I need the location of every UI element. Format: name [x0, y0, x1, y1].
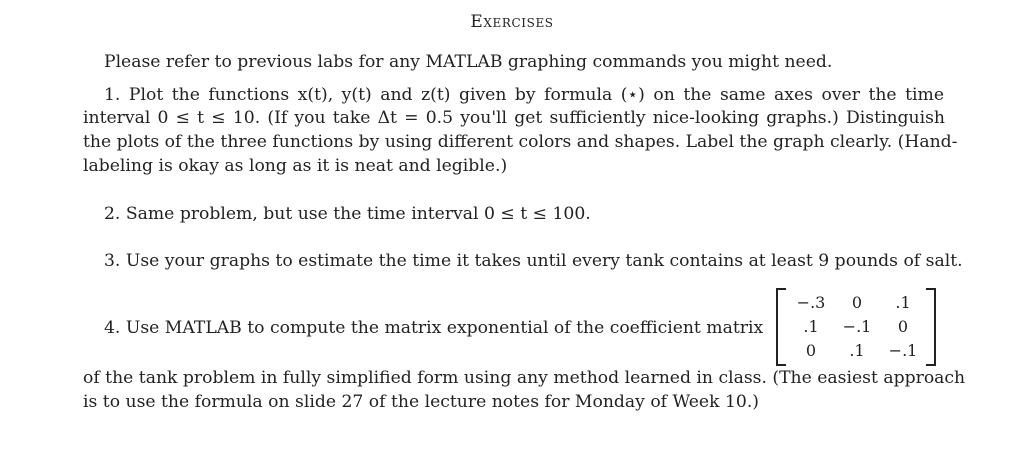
matrix-cell: .1	[895, 293, 911, 312]
exercise-1-line-3: the plots of the three functions by using different colors and shapes. Label the graph clearly. (Hand-	[83, 132, 958, 152]
exercise-4-line-3: is to use the formula on slide 27 of the lecture notes for Monday of Week 10.)	[83, 392, 760, 412]
exercise-4-line-2: of the tank problem in fully simplified form using any method learned in class. (The easiest approach	[83, 368, 966, 388]
exercise-1-line-2: interval 0 ≤ t ≤ 10. (If you take Δt = 0.5 you'll get sufficiently nice-looking graphs.) Distinguish	[83, 108, 945, 128]
matrix-row-3	[788, 341, 926, 361]
matrix-cell: −.1	[888, 341, 918, 360]
exercise-3-text: 3. Use your graphs to estimate the time it takes until every tank contains at least 9 pounds of salt.	[104, 251, 963, 271]
coefficient-matrix	[776, 288, 936, 366]
matrix-right-bracket	[926, 288, 936, 366]
matrix-cell: 0	[897, 317, 909, 336]
matrix-cell: .1	[803, 317, 819, 336]
matrix-cell: 0	[805, 341, 817, 360]
matrix-cell: 0	[851, 293, 863, 312]
matrix-cell: −.3	[796, 293, 826, 312]
exercise-1-line-1: 1. Plot the functions x(t), y(t) and z(t) given by formula (⋆) on the same axes over the time	[104, 85, 944, 105]
exercise-4-line-1: 4. Use MATLAB to compute the matrix exponential of the coefficient matrix	[104, 318, 764, 338]
matrix-row-2	[788, 317, 926, 337]
intro-text: Please refer to previous labs for any MATLAB graphing commands you might need.	[104, 52, 833, 72]
matrix-cell: −.1	[842, 317, 872, 336]
matrix-left-bracket	[776, 288, 786, 366]
matrix-cell: .1	[849, 341, 865, 360]
matrix-row-1	[788, 293, 926, 313]
exercise-1-line-4: labeling is okay as long as it is neat and legible.)	[83, 156, 508, 176]
exercise-2-text: 2. Same problem, but use the time interval 0 ≤ t ≤ 100.	[104, 204, 591, 224]
page-title: Exercises	[470, 12, 554, 32]
